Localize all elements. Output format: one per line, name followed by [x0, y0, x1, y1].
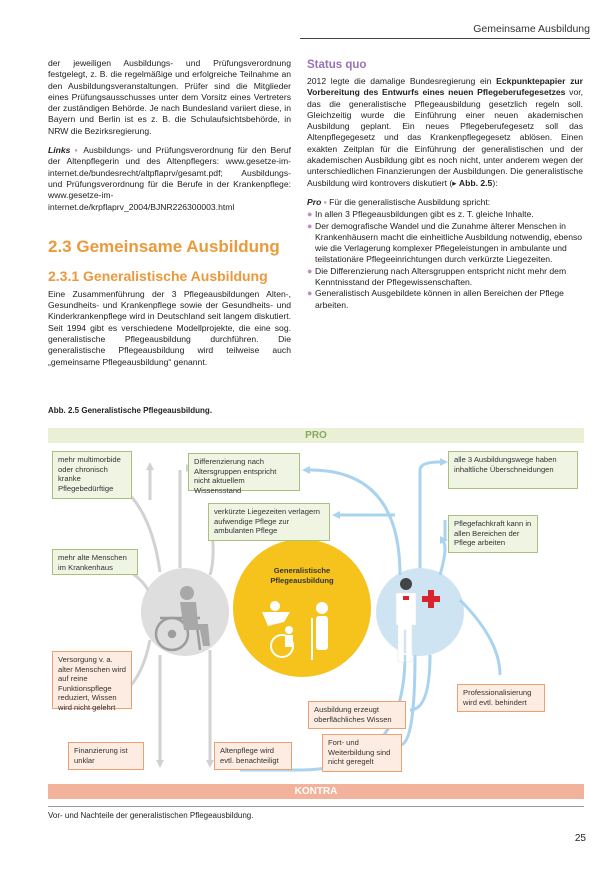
bullet-icon: ●	[307, 288, 313, 299]
pro-separator: ▪	[323, 196, 330, 207]
list-item-text: In allen 3 Pflegeausbildungen gibt es z. T. gleiche Inhalte.	[315, 209, 534, 220]
connector-line	[460, 600, 500, 675]
kontra-band: KONTRA	[48, 784, 584, 799]
list-item-text: Die Differenzierung nach Altersgruppen entspricht nicht mehr dem Kenntnisstand der Pflegewissenschaften.	[315, 265, 567, 288]
pro-box-alte-menschen: mehr alte Menschen im Krankenhaus	[52, 549, 138, 575]
figure-footer-rule	[48, 806, 584, 807]
ref-arrow-icon: ▸	[452, 177, 459, 188]
bullet-icon: ●	[307, 265, 313, 276]
arrow-icon	[302, 466, 310, 474]
list-item-text: Generalistisch Ausgebildete können in allen Bereichen der Pflege arbeiten.	[315, 288, 564, 310]
pro-box-liegezeiten: verkürzte Liegezeiten verlagern aufwendige Pflege zur ambulanten Pflege	[208, 503, 330, 541]
pro-box-ueberschneidungen: alle 3 Ausbildungswege haben inhaltliche Überschneidungen	[448, 451, 578, 489]
pro-box-differenzierung: Differenzierung nach Altersgruppen entspricht nicht aktuellem Wissensstand	[188, 453, 300, 491]
arrow-icon	[146, 462, 154, 470]
pro-label: Pro	[307, 196, 322, 207]
figure-footer: Vor- und Nachteile der generalistischen Pflegeausbildung.	[48, 811, 254, 820]
right-circle	[376, 568, 464, 656]
arrow-icon	[156, 760, 164, 768]
arrow-icon	[206, 760, 214, 768]
kontra-box-fortbildung: Fort- und Weiterbildung sind nicht geregelt	[322, 734, 402, 772]
running-head-title: Gemeinsame Ausbildung	[473, 23, 590, 35]
pro-box-multimorbide: mehr multimorbide oder chronisch kranke Pflegebedürftige	[52, 451, 132, 499]
arrow-icon	[332, 511, 340, 519]
kontra-box-funktionspflege: Versorgung v. a. alter Menschen wird auf reine Funktionspflege reduziert, Wissen wird nicht gelehrt	[52, 651, 132, 709]
bullet-icon: ●	[307, 220, 313, 231]
status-quo-text-rest: vor, das die generalistische Pflegeausbildung gesetzlich regeln soll. Gleichzeitig wurde die Einführung einer neuen akademischen Ausbildung geplant. Ein neues Pflegeberufegesetz soll das Altenpflegegesetz und das Krankenpflegegesetz ablösen. Einen exakten Zeitplan für die Einführung der generalistischen und der akademischen Ausbildung gibt es noch nicht, unter anderem wegen der unterschiedlichen Finanzierungen der Ausbildungen. Die generalistische Ausbildung wird kontrovers diskutiert (	[307, 87, 583, 188]
center-label-line-1: Generalistische	[273, 566, 331, 575]
page-number: 25	[574, 833, 586, 844]
kontra-box-finanzierung: Finanzierung ist unklar	[68, 742, 144, 770]
pro-intro-text: Für die generalistische Ausbildung spricht:	[329, 196, 491, 207]
center-label-line-2: Pflegeausbildung	[270, 576, 334, 585]
links-label: Links	[48, 145, 71, 156]
connector-line	[400, 655, 415, 745]
links-text: Ausbildungs- und Prüfungsverordnung für den Beruf der Altenpflegerin und des Altenpflegers: www.gesetze-im-internet.de/bundesrecht/altpflaprv/gesamt.pdf; Ausbildungs- und Prüfungsverordnung für die Berufe in der Krankenpflege: www.gesetze-im-internet.de/krpflaprv_2004/BJNR226300003.html	[48, 145, 291, 212]
figure-reference-link[interactable]: Abb. 2.5	[458, 177, 493, 188]
pro-band: PRO	[48, 428, 584, 443]
connector-line	[440, 540, 445, 575]
center-circle	[233, 539, 371, 677]
bullet-icon: ●	[307, 209, 313, 220]
intro-paragraph: der jeweiligen Ausbildungs- und Prüfungsverordnung festgelegt, z. B. die regelmäßige und erfolgreiche Teilnahme an den Ausbildungsveranstaltungen. Prüfer sind die Mitglieder eines Prüfungsausschusses unter dem Vorsitz eines Vertreters der zuständigen Behörde. Je nach Bundesland variiert diese, in Bayern und Berlin ist es z. B. die Schulaufsichtsbehörde, in NRW die Bezirksregierung.	[48, 58, 291, 136]
subsection-paragraph: Eine Zusammenführung der 3 Pflegeausbildungen Alten-, Gesundheits- und Krankenpflege sowie der Gesundheits- und Kinderkrankenpflege wird in Deutschland seit langem diskutiert. Seit 1994 gibt es verschiedene Modellprojekte, die eine sog. generalistische Pflegeausbildung durchführen. Die generalistische Pflegeausbildung wird teilweise auch „gemeinsame Pflegeausbildung“ genannt.	[48, 288, 291, 367]
status-quo-heading: Status quo	[307, 59, 367, 71]
list-item-text: Der demografische Wandel und die Zunahme älterer Menschen in Krankenhäusern macht die einheitliche Ausbildung notwendig, ebenso wie die Verlagerung komplexer Pflegeleistungen in ambulante und teilstationäre Pflegeeinrichtungen durch verkürzte Liegezeiten.	[315, 220, 583, 265]
connector-line	[420, 462, 440, 568]
subsection-heading: 2.3.1 Generalistische Ausbildung	[48, 267, 268, 284]
kontra-box-professionalisierung: Professionalisierung wird evtl. behindert	[457, 684, 545, 712]
section-heading: 2.3 Gemeinsame Ausbildung	[48, 236, 280, 256]
status-quo-bold-text: Eckpunktepapier zur Vorbereitung des Entwurfs eines neuen Pflegeberufegesetzes	[307, 76, 584, 98]
arrow-icon	[440, 458, 448, 466]
kontra-box-oberflaechlich: Ausbildung erzeugt oberflächliches Wissen	[308, 701, 406, 729]
pro-box-alle-bereiche: Pflegefachkraft kann in allen Bereichen der Pflege arbeiten	[448, 515, 538, 553]
figure-caption: Abb. 2.5 Generalistische Pflegeausbildung.	[48, 406, 213, 415]
status-quo-text-start: 2012 legte die damalige Bundesregierung ein	[307, 76, 492, 86]
links-separator: ▪	[74, 145, 84, 156]
status-quo-text-end: ):	[492, 177, 498, 188]
kontra-box-altenpflege: Altenpflege wird evtl. benachteiligt	[214, 742, 292, 770]
